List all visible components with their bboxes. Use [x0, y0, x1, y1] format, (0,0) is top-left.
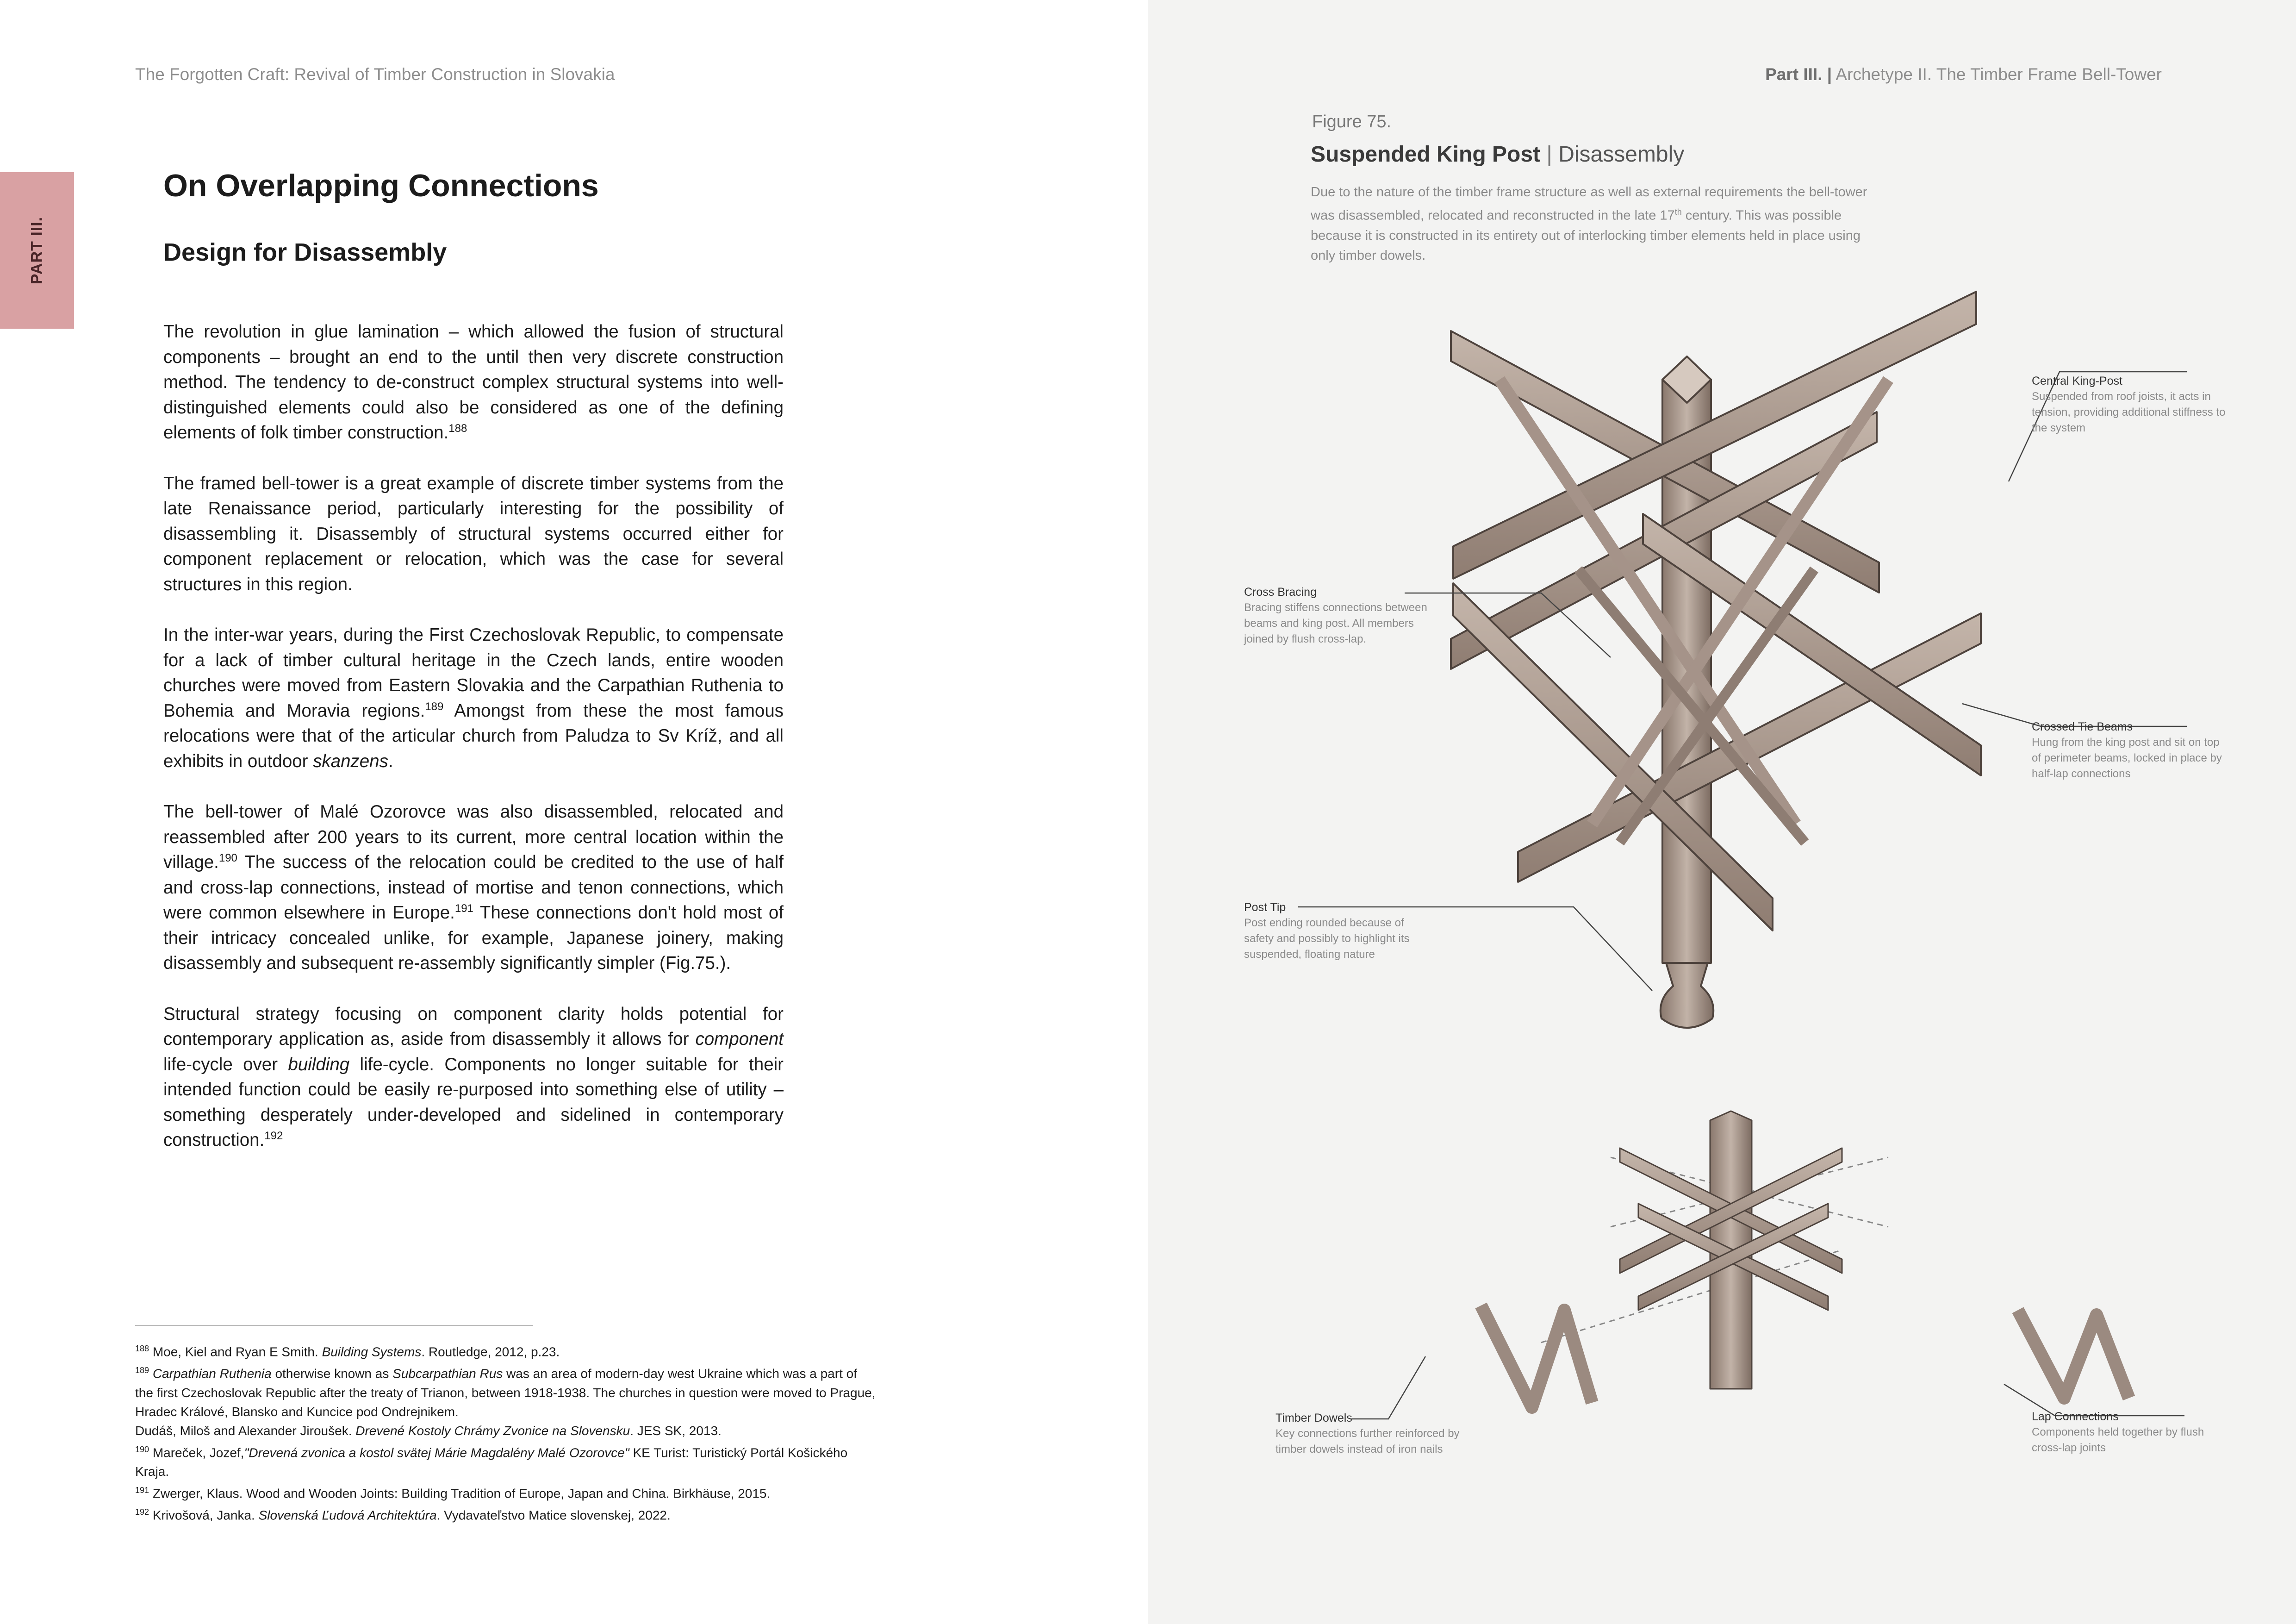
bell-tower-drawing: [1148, 0, 2296, 1624]
footnote-188: $^{188}$ Moe, Kiel and Ryan E Smith. Building Systems. Routledge, 2012, p.23.: [135, 1344, 560, 1359]
figure-caption: Due to the nature of the timber frame structure as well as external requirements the bell-tower was disassembled, relocated and reconstructed in the late 17th century. This was possible because it is constructed in its entirety out of interlocking timber elements held in place using only timber dowels.: [1311, 185, 1867, 263]
leader-dowels: [1351, 1356, 1425, 1419]
exploded-brace-right: [2018, 1310, 2129, 1398]
post-tip: [1661, 963, 1713, 1028]
footnote-ref: 190: [218, 852, 237, 865]
paragraph-3: In the inter-war years, during the First Czechoslovak Republic, to compensate for a lack of timber cultural heritage in the Czech lands, entire wooden churches were moved from Eastern Slovakia and the Carpathian Ruthenia to Bohemia and Moravia regions.$^{189}$ Amongst from these the most famous relocations were that of the articular church from Paludza to Sv Kríž, and all exhibits in outdoor skanzens.: [163, 625, 784, 771]
assembled-frame: [1451, 292, 1981, 1028]
paragraph-2: The framed bell-tower is a great example of discrete timber systems from the late Renaissance period, particularly interesting for the possibility of disassembling it. Disassembly of structural systems occurred either for component replacement or relocation, which was the case for several structures in this region.: [163, 473, 784, 594]
footnote-190: $^{190}$ Mareček, Jozef,"Drevená zvonica a kostol svätej Márie Magdalény Malé Ozorovce" KE Turist: Turistický Portál Košického Kraja.: [135, 1444, 848, 1479]
footnote-ref: 191: [454, 902, 473, 915]
callout-post-tip: Post Tip Post ending rounded because of safety and possibly to highlight its suspended, floating nature: [1244, 901, 1410, 961]
figure-title-separator: |: [1546, 142, 1552, 167]
footnote-ref: 188: [448, 422, 467, 435]
figure-title-main: Suspended King Post: [1311, 142, 1541, 167]
footnote-191: $^{191}$ Zwerger, Klaus. Wood and Wooden Joints: Building Tradition of Europe, Japan and China. Birkhäuse, 2015.: [135, 1485, 771, 1501]
exploded-guide-lines: [1541, 1250, 1842, 1343]
paragraph-5: Structural strategy focusing on component clarity holds potential for contemporary application as, aside from disassembly it allows for component life-cycle over building life-cycle. Components no longer suitable for their intended function could be easily re-purposed into something else of utility – something desperately under-developed and sidelined in contemporary construction.$^{192}$: [163, 1004, 784, 1150]
footnote-189-cont: Dudáš, Miloš and Alexander Jiroušek. Drevené Kostoly Chrámy Zvonice na Slovensku. JES SK, 2013.: [135, 1423, 722, 1438]
part-tab-label: PART III.: [28, 216, 46, 285]
footnote-192: $^{192}$ Krivošová, Janka. Slovenská Ľudová Architektúra. Vydavateľstvo Matice slovenskej, 2022.: [135, 1507, 671, 1523]
footnote-ref: 189: [425, 700, 444, 713]
footnote-ref: 192: [264, 1130, 283, 1143]
exploded-frame: [1481, 1111, 2129, 1407]
body-text: [163, 319, 784, 1179]
exploded-brace-left: [1481, 1305, 1592, 1407]
section-title: On Overlapping Connections: [163, 168, 599, 203]
footnote-divider: [135, 1325, 533, 1326]
part-tab: [0, 172, 74, 329]
footnotes: [135, 1339, 876, 1525]
callout-dowels: Timber Dowels Key connections further reinforced by timber dowels instead of iron nails: [1276, 1412, 1460, 1455]
callout-tie-beams: Crossed Tie Beams Hung from the king post and sit on top of perimeter beams, locked in place by half-lap connections: [2032, 720, 2222, 780]
callout-cross-bracing: Cross Bracing Bracing stiffens connections between beams and king post. All members joined by flush cross-lap.: [1244, 586, 1427, 645]
running-part-label: Part III.: [1765, 65, 1823, 84]
running-chapter-title: Archetype II. The Timber Frame Bell-Tower: [1836, 65, 2162, 84]
figure-title-sub: Disassembly: [1558, 142, 1685, 167]
footnote-189: $^{189}$ Carpathian Ruthenia otherwise known as Subcarpathian Rus was an area of modern-day west Ukraine which was a part of the first Czechoslovak Republic after the treaty of Trianon, between 1918-1938. The churches in question were moved to Prague, Hradec Králové, Blansko and Kuncice pod Ondrejnikem.: [135, 1366, 876, 1419]
paragraph-4: The bell-tower of Malé Ozorovce was also disassembled, relocated and reassembled after 200 years to its current, more central location within the village.$^{190}$ The success of the relocation could be credited to the use of half and cross-lap connections, instead of mortise and tenon connections, which were common elsewhere in Europe.$^{191}$ These connections don't hold most of their intricacy concealed unlike, for example, Japanese joinery, making disassembly and subsequent re-assembly significantly simpler (Fig.75.).: [163, 802, 784, 973]
callout-king-post: Central King-Post Suspended from roof joists, it acts in tension, providing additional stiffness to the system: [2032, 375, 2226, 434]
running-header-left: The Forgotten Craft: Revival of Timber Construction in Slovakia: [135, 65, 615, 84]
section-subtitle: Design for Disassembly: [163, 238, 447, 266]
running-separator: |: [1827, 65, 1832, 84]
paragraph-1: The revolution in glue lamination – which allowed the fusion of structural components – brought an end to the until then very discrete construction method. The tendency to de-construct complex structural systems into well-distinguished elements could also be considered as one of the defining elements of folk timber construction.$^{188}$: [163, 322, 784, 443]
callout-lap: Lap Connections Components held together by flush cross-lap joints: [2032, 1410, 2204, 1454]
figure-number: Figure 75.: [1312, 112, 1392, 131]
